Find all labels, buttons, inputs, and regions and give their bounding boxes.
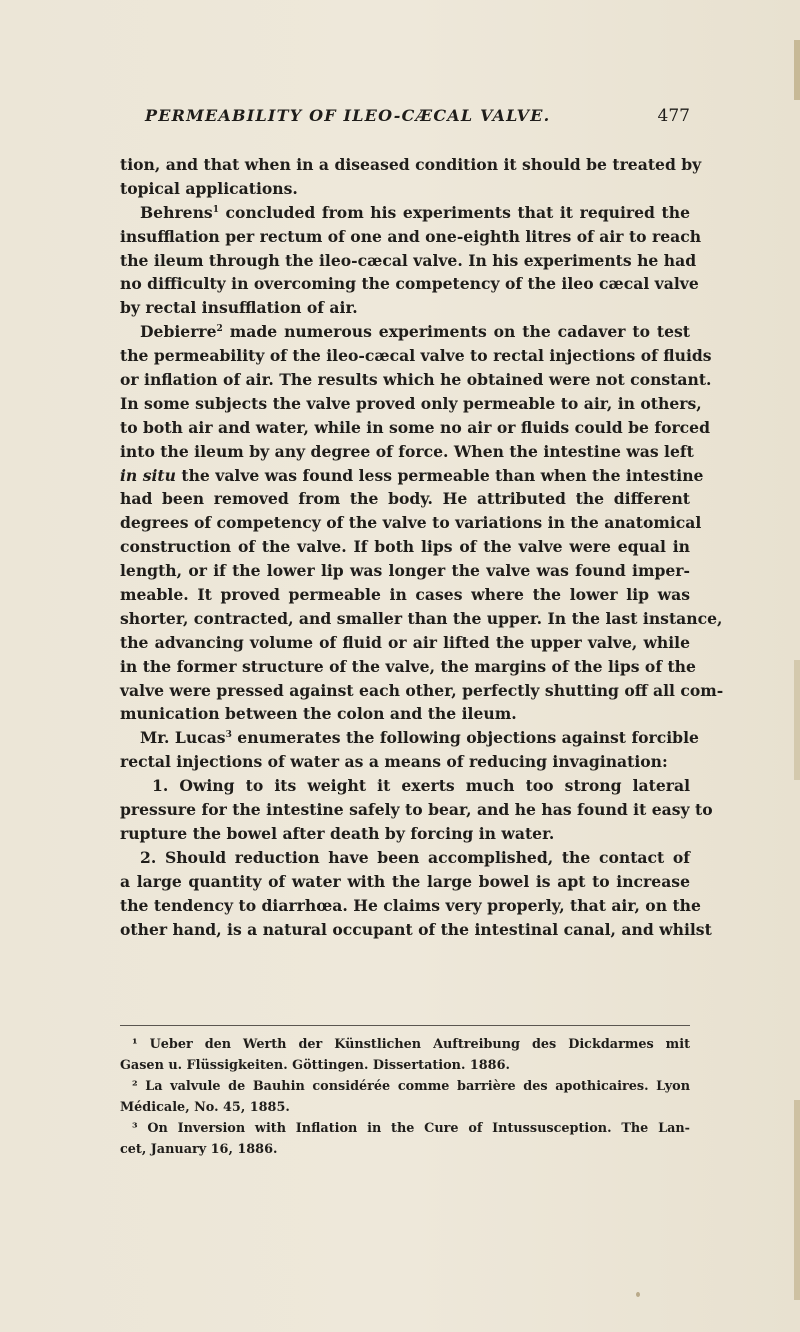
text-line: construction of the valve. If both lips of the valve were equal in xyxy=(120,537,690,557)
text-line xyxy=(120,201,690,225)
running-head xyxy=(120,106,690,130)
footnote-ref: 3 xyxy=(225,730,232,741)
page-number: 477 xyxy=(657,106,690,126)
text-span: enumerates the following objections against forcible xyxy=(231,728,699,748)
text-line: meable. It proved permeable in cases where the lower lip was xyxy=(120,585,690,605)
text-line: topical applications. xyxy=(120,178,298,198)
text-line: degrees of competency of the valve to variations in the anatomical xyxy=(120,513,702,533)
footnote-line: ¹ Ueber den Werth der Künstlichen Auftreibung des Dickdarmes mit xyxy=(132,1037,690,1052)
page-edge-mark xyxy=(794,1100,800,1300)
text-line: In some subjects the valve proved only permeable to air, in others, xyxy=(120,393,702,413)
text-line: rectal injections of water as a means of reducing invagination: xyxy=(120,752,668,772)
text-line: the advancing volume of fluid or air lifted the upper valve, while xyxy=(120,632,690,652)
text-line: a large quantity of water with the large bowel is apt to increase xyxy=(120,871,690,891)
text-line: rupture the bowel after death by forcing in water. xyxy=(120,823,555,843)
page-speck xyxy=(636,1292,640,1297)
footnote-line: ² La valvule de Bauhin considérée comme barrière des apothicaires. Lyon xyxy=(132,1079,690,1094)
text-span: the valve was found less permeable than when the intestine xyxy=(175,465,704,485)
text-line: the tendency to diarrhœa. He claims very properly, that air, on the xyxy=(120,895,701,915)
text-line: in the former structure of the valve, the margins of the lips of the xyxy=(120,656,696,676)
text-line: munication between the colon and the ileum. xyxy=(120,704,517,724)
text-line: had been removed from the body. He attributed the different xyxy=(120,489,690,509)
text-line: pressure for the intestine safely to bear, and he has found it easy to xyxy=(120,800,713,820)
text-line: valve were pressed against each other, perfectly shutting off all com- xyxy=(120,680,724,700)
author-name: Mr. Lucas xyxy=(140,728,226,748)
text-line: tion, and that when in a diseased condition it should be treated by xyxy=(120,155,702,174)
text-line: to both air and water, while in some no air or fluids could be forced xyxy=(120,417,711,437)
author-name: Debierre xyxy=(140,322,217,342)
footnote-line: Gasen u. Flüssigkeiten. Göttingen. Dissertation. 1886. xyxy=(120,1058,510,1073)
text-line: other hand, is a natural occupant of the intestinal canal, and whilst xyxy=(120,919,712,939)
body-text xyxy=(120,153,724,941)
text-line: length, or if the lower lip was longer the valve was found imper- xyxy=(120,561,690,581)
running-title: PERMEABILITY OF ILEO-CÆCAL VALVE. xyxy=(145,106,551,125)
text-line: insufflation per rectum of one and one-eighth litres of air to reach xyxy=(120,226,702,246)
text-line xyxy=(120,464,704,488)
text-line: the permeability of the ileo-cæcal valve to rectal injections of fluids xyxy=(120,346,712,366)
footnote-line: cet, January 16, 1886. xyxy=(120,1142,278,1157)
footnote-ref: 2 xyxy=(216,324,223,335)
italic-term: in situ xyxy=(120,465,176,485)
page-edge-mark xyxy=(794,660,800,780)
footnote-divider xyxy=(120,1025,690,1026)
page-edge-mark xyxy=(794,40,800,100)
text-line: the ileum through the ileo-cæcal valve. In his experiments he had xyxy=(120,250,697,270)
text-line xyxy=(120,726,699,750)
text-line: 1. Owing to its weight it exerts much too strong lateral xyxy=(152,776,690,796)
footnote-line: Médicale, No. 45, 1885. xyxy=(120,1100,290,1115)
text-line: shorter, contracted, and smaller than the upper. In the last instance, xyxy=(120,608,723,628)
footnotes xyxy=(120,1034,690,1160)
text-line: or inflation of air. The results which he obtained were not constant. xyxy=(120,370,712,390)
text-line: no difficulty in overcoming the competency of the ileo cæcal valve xyxy=(120,274,699,294)
text-line: by rectal insufflation of air. xyxy=(120,298,358,318)
text-line: 2. Should reduction have been accomplished, the contact of xyxy=(140,847,690,867)
text-line xyxy=(120,320,690,344)
footnote-ref: 1 xyxy=(212,204,219,215)
footnote-line: ³ On Inversion with Inflation in the Cure of Intussusception. The Lan- xyxy=(132,1121,690,1136)
text-span: made numerous experiments on the cadaver to test xyxy=(222,322,690,342)
author-name: Behrens xyxy=(140,202,213,222)
text-line: into the ileum by any degree of force. When the intestine was left xyxy=(120,441,694,461)
text-span: concluded from his experiments that it required the xyxy=(218,202,690,222)
